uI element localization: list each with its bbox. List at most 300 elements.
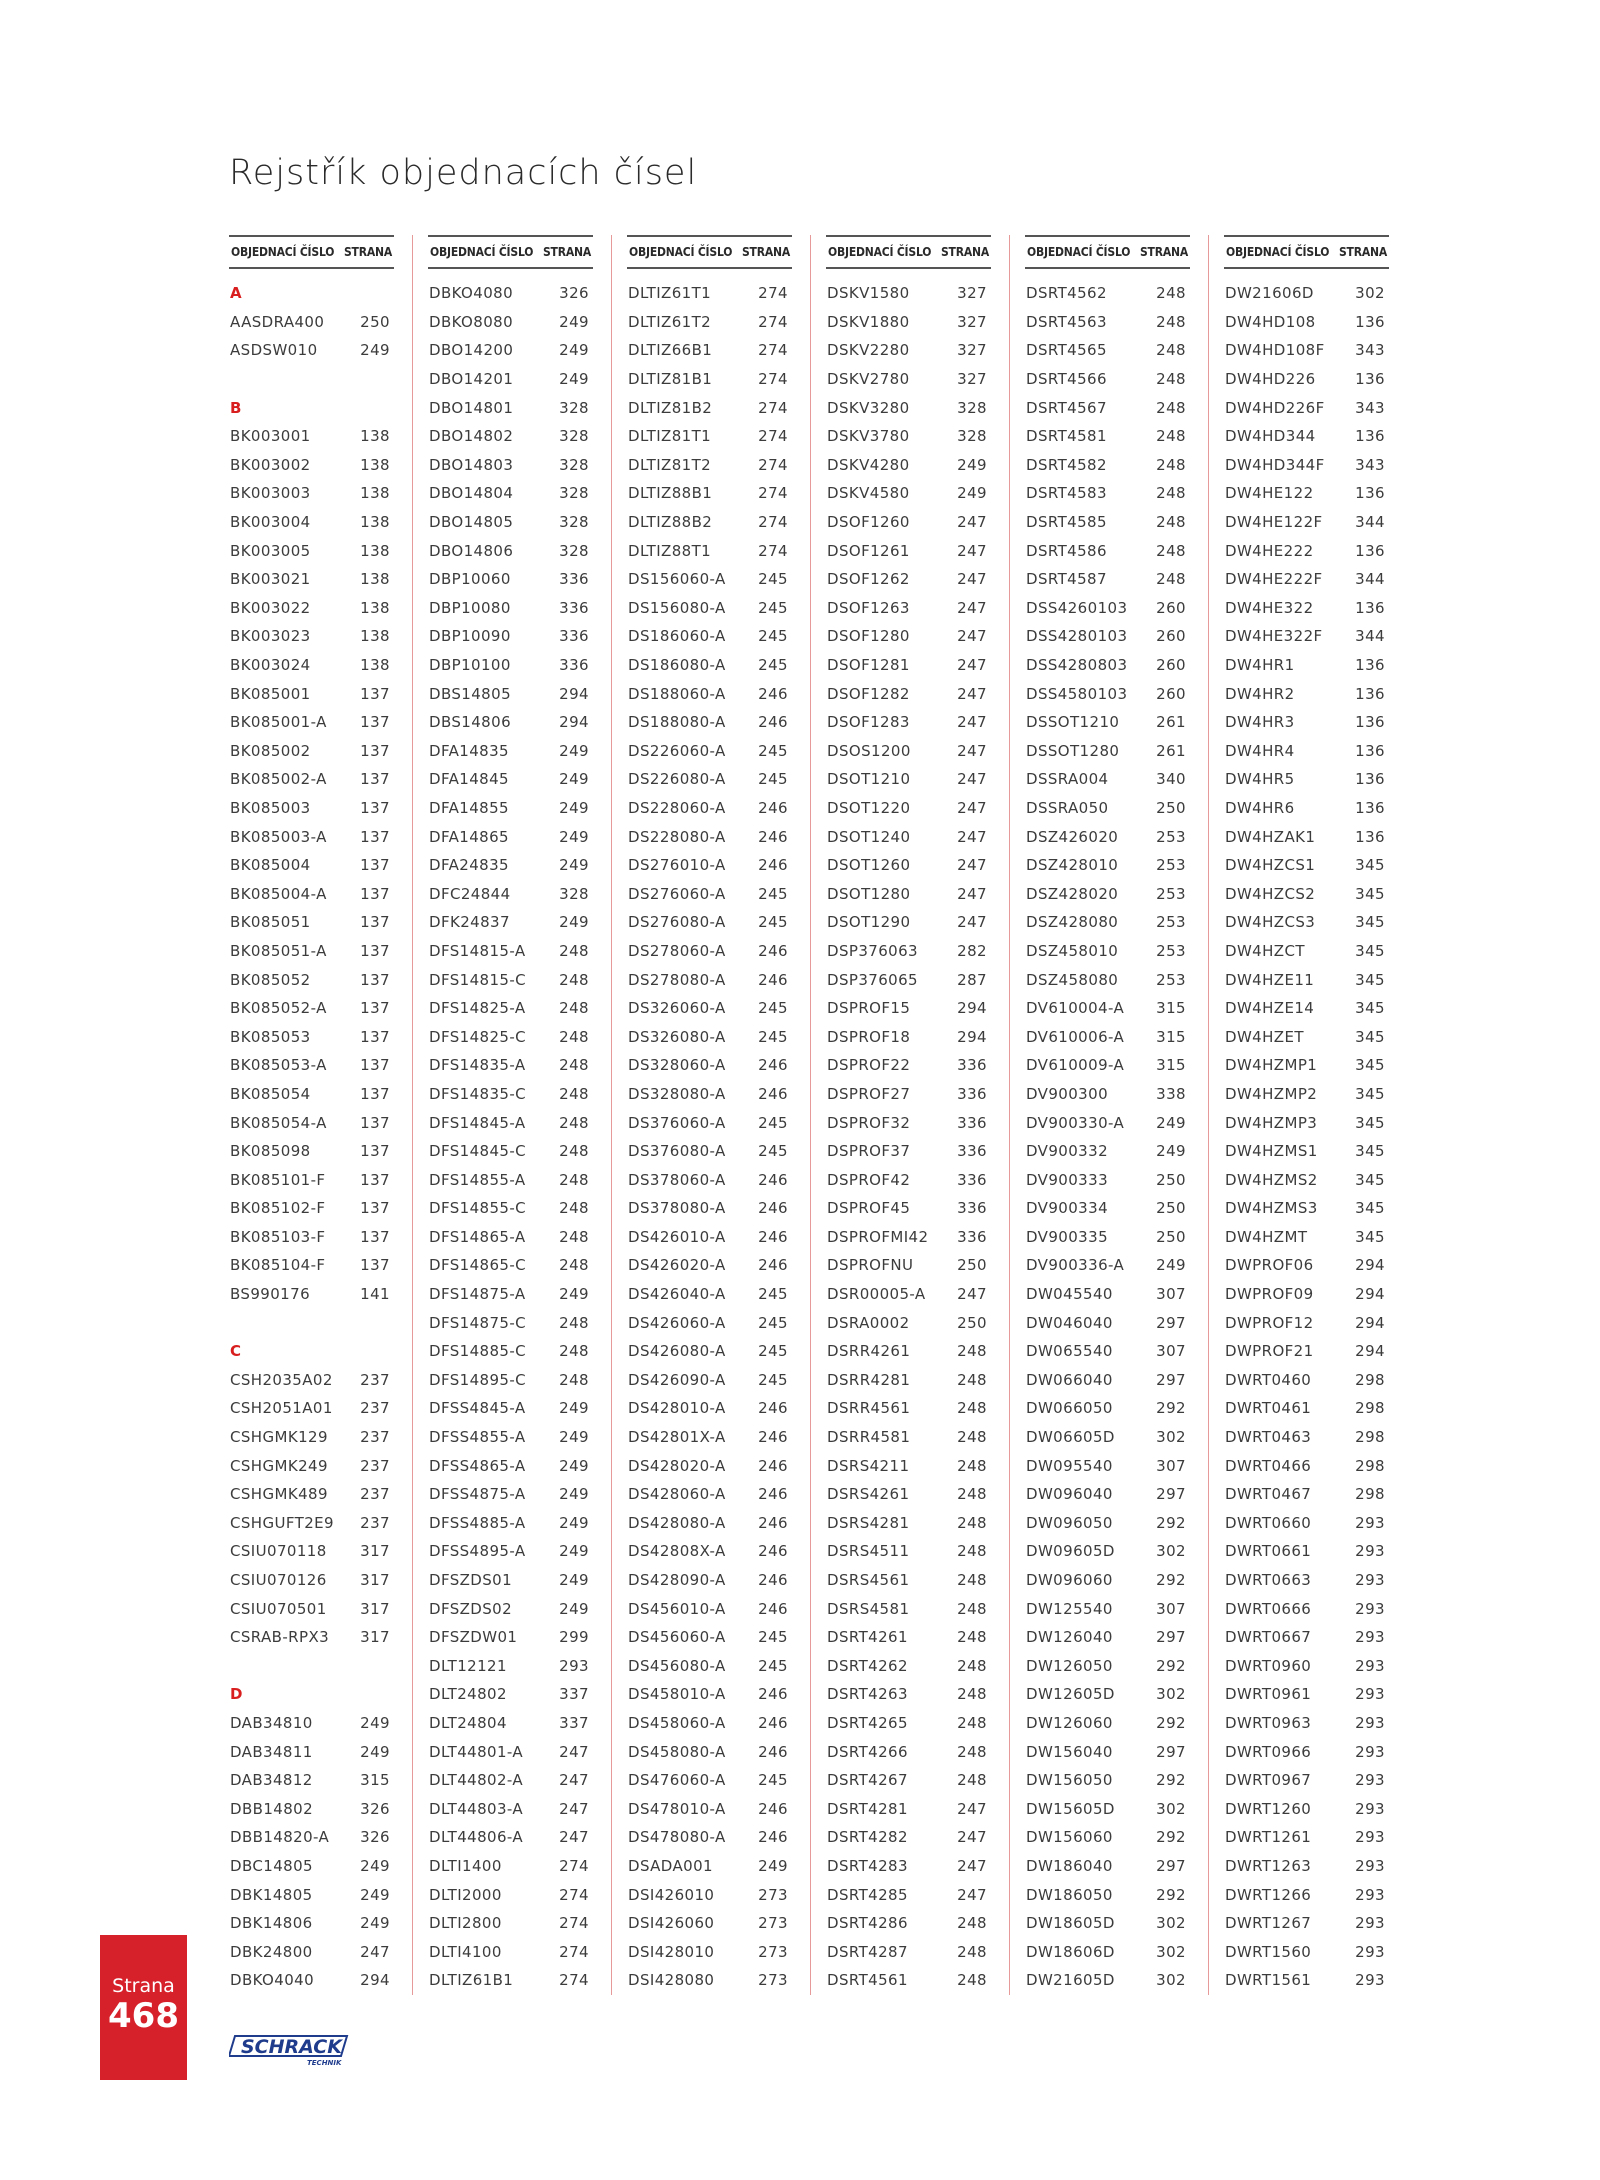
page-ref: 292 bbox=[1156, 1713, 1186, 1732]
index-entry bbox=[1224, 822, 1389, 851]
page-ref: 249 bbox=[360, 341, 390, 360]
page-ref: 246 bbox=[758, 1170, 788, 1189]
page-ref: 328 bbox=[559, 484, 589, 503]
order-number: DSKV3780 bbox=[827, 427, 910, 446]
index-entry bbox=[1025, 1623, 1190, 1652]
page-ref: 247 bbox=[957, 884, 987, 903]
index-entry bbox=[1025, 279, 1190, 308]
order-number: DSOT1210 bbox=[827, 770, 911, 789]
order-number: DBO14200 bbox=[429, 341, 514, 360]
order-number: DSOT1280 bbox=[827, 884, 911, 903]
page-ref: 292 bbox=[1156, 1885, 1186, 1904]
page-ref: 328 bbox=[559, 513, 589, 532]
page-ref: 249 bbox=[559, 1599, 589, 1618]
order-number: DSZ428020 bbox=[1026, 884, 1119, 903]
page-ref: 345 bbox=[1355, 884, 1385, 903]
index-entry bbox=[1025, 1480, 1190, 1509]
index-entry bbox=[1224, 365, 1389, 394]
page-ref: 293 bbox=[1355, 1599, 1385, 1618]
order-number: DSOS1200 bbox=[827, 741, 911, 760]
order-number: DS186060-A bbox=[628, 627, 726, 646]
page-ref: 302 bbox=[1156, 1942, 1186, 1961]
index-entry bbox=[1224, 536, 1389, 565]
index-entry bbox=[229, 765, 394, 794]
index-entry bbox=[627, 765, 792, 794]
column-body bbox=[627, 279, 792, 1995]
page-ref: 298 bbox=[1355, 1370, 1385, 1389]
page-ref: 328 bbox=[559, 427, 589, 446]
index-entry bbox=[826, 1823, 991, 1852]
order-number: DSPROF42 bbox=[827, 1170, 911, 1189]
order-number: DSRT4582 bbox=[1026, 455, 1107, 474]
index-entry bbox=[627, 937, 792, 966]
order-number: DS328060-A bbox=[628, 1056, 726, 1075]
page-ref: 137 bbox=[360, 1027, 390, 1046]
order-number: DW4HZCS3 bbox=[1225, 913, 1316, 932]
order-number: DW126050 bbox=[1026, 1656, 1113, 1675]
page-ref: 345 bbox=[1355, 1084, 1385, 1103]
page-ref: 237 bbox=[360, 1485, 390, 1504]
order-number: DW4HR2 bbox=[1225, 684, 1295, 703]
index-column bbox=[428, 235, 593, 1995]
index-entry bbox=[1025, 1308, 1190, 1337]
page-ref: 344 bbox=[1355, 513, 1385, 532]
index-entry bbox=[428, 393, 593, 422]
page-ref: 246 bbox=[758, 1742, 788, 1761]
order-number: DSOF1261 bbox=[827, 541, 910, 560]
page-ref: 248 bbox=[559, 1170, 589, 1189]
page-ref: 248 bbox=[957, 1542, 987, 1561]
index-entry bbox=[826, 279, 991, 308]
column-header bbox=[826, 235, 991, 269]
order-number: DFS14885-C bbox=[429, 1342, 527, 1361]
page-ref: 345 bbox=[1355, 1227, 1385, 1246]
index-entry bbox=[1025, 1366, 1190, 1395]
order-number: CSH2035A02 bbox=[230, 1370, 333, 1389]
order-number: DW4HZE14 bbox=[1225, 999, 1315, 1018]
order-number: BK003022 bbox=[230, 598, 311, 617]
order-number: DW126040 bbox=[1026, 1628, 1113, 1647]
page-ref: 274 bbox=[758, 370, 788, 389]
index-entry bbox=[428, 1594, 593, 1623]
index-entry bbox=[229, 1909, 394, 1938]
page-ref: 246 bbox=[758, 941, 788, 960]
index-entry bbox=[1025, 708, 1190, 737]
index-entry bbox=[1224, 994, 1389, 1023]
index-entry bbox=[1224, 1594, 1389, 1623]
page-ref: 138 bbox=[360, 455, 390, 474]
index-entry bbox=[229, 1480, 394, 1509]
order-number: DSPROF45 bbox=[827, 1199, 911, 1218]
page-ref: 137 bbox=[360, 1056, 390, 1075]
order-number: DFS14825-C bbox=[429, 1027, 527, 1046]
page-ref: 247 bbox=[957, 1856, 987, 1875]
column-body bbox=[229, 279, 394, 1995]
index-entry bbox=[1025, 851, 1190, 880]
order-number: DW4HZAK1 bbox=[1225, 827, 1316, 846]
column-header bbox=[1025, 235, 1190, 269]
order-number: DFK24837 bbox=[429, 913, 510, 932]
page-ref: 245 bbox=[758, 1656, 788, 1675]
index-entry bbox=[627, 479, 792, 508]
page-ref: 249 bbox=[360, 1914, 390, 1933]
page-ref: 294 bbox=[1355, 1256, 1385, 1275]
column-body bbox=[1224, 279, 1389, 1995]
page-ref: 249 bbox=[559, 312, 589, 331]
index-entry bbox=[627, 1794, 792, 1823]
page-ref: 250 bbox=[957, 1313, 987, 1332]
index-entry bbox=[1224, 1308, 1389, 1337]
order-number: DFA14835 bbox=[429, 741, 509, 760]
index-entry bbox=[229, 651, 394, 680]
index-entry bbox=[1025, 1852, 1190, 1881]
page-ref: 137 bbox=[360, 713, 390, 732]
order-number: DSRT4587 bbox=[1026, 570, 1107, 589]
page-ref: 294 bbox=[957, 999, 987, 1018]
index-entry bbox=[428, 908, 593, 937]
order-number: DFS14845-A bbox=[429, 1113, 526, 1132]
index-entry bbox=[627, 879, 792, 908]
page-ref: 248 bbox=[957, 1914, 987, 1933]
page-ref: 137 bbox=[360, 1113, 390, 1132]
index-entry bbox=[627, 1509, 792, 1538]
order-number: DWRT0663 bbox=[1225, 1571, 1312, 1590]
order-number: DWRT0966 bbox=[1225, 1742, 1312, 1761]
order-number: DSKV2280 bbox=[827, 341, 910, 360]
page-ref: 138 bbox=[360, 627, 390, 646]
order-number: DFC24844 bbox=[429, 884, 511, 903]
order-number: BK085002-A bbox=[230, 770, 327, 789]
order-number: BK085054 bbox=[230, 1084, 311, 1103]
order-number: BS990176 bbox=[230, 1285, 311, 1304]
page-ref: 293 bbox=[1355, 1914, 1385, 1933]
index-column bbox=[627, 235, 792, 1995]
order-number: DWRT1266 bbox=[1225, 1885, 1312, 1904]
order-number: DWPROF09 bbox=[1225, 1285, 1314, 1304]
page-ref: 137 bbox=[360, 970, 390, 989]
page-ref: 246 bbox=[758, 798, 788, 817]
order-number: BK085003-A bbox=[230, 827, 327, 846]
page-ref: 248 bbox=[559, 1313, 589, 1332]
page-ref: 253 bbox=[1156, 941, 1186, 960]
index-entry bbox=[826, 1623, 991, 1652]
page-ref: 247 bbox=[559, 1799, 589, 1818]
order-number: DSS4260103 bbox=[1026, 598, 1128, 617]
page-ref: 237 bbox=[360, 1513, 390, 1532]
page-ref: 261 bbox=[1156, 741, 1186, 760]
page-ref: 138 bbox=[360, 513, 390, 532]
page-ref: 137 bbox=[360, 913, 390, 932]
index-entry bbox=[428, 708, 593, 737]
order-number: DBP10100 bbox=[429, 656, 511, 675]
index-entry bbox=[627, 737, 792, 766]
index-entry bbox=[627, 1423, 792, 1452]
page-ref: 136 bbox=[1355, 370, 1385, 389]
index-entry bbox=[428, 279, 593, 308]
index-entry bbox=[428, 651, 593, 680]
index-entry bbox=[428, 1966, 593, 1995]
order-number: DFA14855 bbox=[429, 798, 509, 817]
page-ref: 248 bbox=[957, 1599, 987, 1618]
order-number: DS188060-A bbox=[628, 684, 726, 703]
index-entry bbox=[826, 1194, 991, 1223]
order-number: DSPROF18 bbox=[827, 1027, 911, 1046]
index-entry bbox=[428, 1251, 593, 1280]
order-number: DSKV1880 bbox=[827, 312, 910, 331]
schrack-logo bbox=[229, 2030, 349, 2074]
order-number: DFSS4855-A bbox=[429, 1428, 526, 1447]
order-number: DW4HZMT bbox=[1225, 1227, 1308, 1246]
order-number: DSKV4580 bbox=[827, 484, 910, 503]
page-ref: 250 bbox=[957, 1256, 987, 1275]
page-ref: 328 bbox=[559, 541, 589, 560]
page-ref: 245 bbox=[758, 1285, 788, 1304]
order-number: DLTIZ88B2 bbox=[628, 513, 713, 532]
page-ref: 294 bbox=[1355, 1313, 1385, 1332]
index-entry bbox=[1224, 1652, 1389, 1681]
page-ref: 293 bbox=[1355, 1628, 1385, 1647]
order-number: DBP10080 bbox=[429, 598, 511, 617]
order-number: DV900334 bbox=[1026, 1199, 1109, 1218]
order-number: DFS14815-C bbox=[429, 970, 527, 989]
order-number: DFSS4845-A bbox=[429, 1399, 526, 1418]
order-number: DSRT4581 bbox=[1026, 427, 1107, 446]
index-entry bbox=[229, 994, 394, 1023]
order-number: DBK14805 bbox=[230, 1885, 313, 1904]
order-number: DW4HD108F bbox=[1225, 341, 1325, 360]
index-entry bbox=[1025, 1394, 1190, 1423]
page-ref: 297 bbox=[1156, 1742, 1186, 1761]
order-number: DSRA0002 bbox=[827, 1313, 910, 1332]
page-ref: 302 bbox=[1156, 1971, 1186, 1990]
index-entry bbox=[826, 1394, 991, 1423]
index-entry bbox=[1224, 622, 1389, 651]
index-entry bbox=[229, 937, 394, 966]
index-entry bbox=[826, 536, 991, 565]
page-ref: 248 bbox=[559, 1142, 589, 1161]
index-entry bbox=[428, 1451, 593, 1480]
index-entry bbox=[229, 479, 394, 508]
order-number: DW095540 bbox=[1026, 1456, 1113, 1475]
index-entry bbox=[229, 879, 394, 908]
order-number: DSRT4265 bbox=[827, 1713, 908, 1732]
page-ref: 248 bbox=[1156, 455, 1186, 474]
index-entry bbox=[826, 1937, 991, 1966]
page-ref: 336 bbox=[957, 1056, 987, 1075]
index-entry bbox=[1224, 965, 1389, 994]
page-ref: 302 bbox=[1156, 1799, 1186, 1818]
page-ref: 253 bbox=[1156, 970, 1186, 989]
page-ref: 237 bbox=[360, 1456, 390, 1475]
index-entry bbox=[1025, 622, 1190, 651]
order-number: DV900330-A bbox=[1026, 1113, 1125, 1132]
index-entry bbox=[627, 1451, 792, 1480]
page-ref: 246 bbox=[758, 970, 788, 989]
header-page-label: STRANA bbox=[741, 245, 790, 259]
page-ref: 249 bbox=[559, 1285, 589, 1304]
page-ref: 317 bbox=[360, 1571, 390, 1590]
index-entry bbox=[1224, 594, 1389, 623]
index-entry bbox=[1224, 1022, 1389, 1051]
index-entry bbox=[1025, 679, 1190, 708]
order-number: DWRT0963 bbox=[1225, 1713, 1312, 1732]
index-entry bbox=[229, 679, 394, 708]
index-entry bbox=[627, 1623, 792, 1652]
index-entry bbox=[229, 1451, 394, 1480]
index-entry bbox=[826, 765, 991, 794]
index-entry bbox=[229, 851, 394, 880]
page-ref: 345 bbox=[1355, 999, 1385, 1018]
order-number: DBKO8080 bbox=[429, 312, 514, 331]
index-entry bbox=[627, 1080, 792, 1109]
order-number: BK085104-F bbox=[230, 1256, 326, 1275]
page-ref: 246 bbox=[758, 1828, 788, 1847]
index-entry bbox=[826, 1051, 991, 1080]
page-ref: 245 bbox=[758, 1313, 788, 1332]
header-code-label: OBJEDNACÍ ČÍSLO bbox=[231, 245, 335, 259]
order-number: DW06605D bbox=[1026, 1428, 1115, 1447]
index-entry bbox=[1224, 422, 1389, 451]
index-entry bbox=[1025, 1051, 1190, 1080]
order-number: DSRT4266 bbox=[827, 1742, 908, 1761]
page-ref: 273 bbox=[758, 1914, 788, 1933]
index-entry bbox=[428, 1051, 593, 1080]
index-entry bbox=[826, 1366, 991, 1395]
order-number: DV900335 bbox=[1026, 1227, 1109, 1246]
index-entry bbox=[229, 1709, 394, 1738]
page-ref: 249 bbox=[559, 1456, 589, 1475]
index-entry bbox=[627, 908, 792, 937]
page-ref: 249 bbox=[957, 484, 987, 503]
order-number: DW186040 bbox=[1026, 1856, 1113, 1875]
order-number: CSHGMK249 bbox=[230, 1456, 328, 1475]
page-ref: 246 bbox=[758, 1685, 788, 1704]
index-entry bbox=[1025, 1823, 1190, 1852]
index-entry bbox=[229, 1165, 394, 1194]
order-number: DW4HR6 bbox=[1225, 798, 1295, 817]
index-entry bbox=[1224, 1680, 1389, 1709]
page-ref: 247 bbox=[957, 827, 987, 846]
order-number: DS428020-A bbox=[628, 1456, 726, 1475]
page-ref: 246 bbox=[758, 1513, 788, 1532]
page-ref: 247 bbox=[957, 713, 987, 732]
order-number: DBKO4080 bbox=[429, 284, 514, 303]
index-entry bbox=[627, 1194, 792, 1223]
order-number: BK085051 bbox=[230, 913, 311, 932]
page-ref: 292 bbox=[1156, 1771, 1186, 1790]
order-number: DS278080-A bbox=[628, 970, 726, 989]
index-entry bbox=[627, 1566, 792, 1595]
order-number: DS228080-A bbox=[628, 827, 726, 846]
order-number: DSRS4561 bbox=[827, 1571, 910, 1590]
index-entry bbox=[627, 1480, 792, 1509]
page-ref: 248 bbox=[559, 1084, 589, 1103]
index-entry bbox=[1025, 365, 1190, 394]
order-number: BK085103-F bbox=[230, 1227, 326, 1246]
order-number: DSRR4561 bbox=[827, 1399, 911, 1418]
index-entry bbox=[627, 679, 792, 708]
index-entry bbox=[229, 422, 394, 451]
column-header bbox=[428, 235, 593, 269]
index-entry bbox=[627, 1165, 792, 1194]
order-number: DW096060 bbox=[1026, 1571, 1113, 1590]
page-ref: 245 bbox=[758, 656, 788, 675]
index-entry bbox=[1224, 1909, 1389, 1938]
index-entry bbox=[428, 1194, 593, 1223]
index-entry bbox=[1025, 1537, 1190, 1566]
page-ref: 328 bbox=[559, 398, 589, 417]
page-ref: 247 bbox=[559, 1771, 589, 1790]
page-ref: 138 bbox=[360, 598, 390, 617]
index-entry bbox=[1224, 336, 1389, 365]
order-number: DBP10090 bbox=[429, 627, 511, 646]
order-number: DSRS4581 bbox=[827, 1599, 910, 1618]
order-number: DBO14804 bbox=[429, 484, 514, 503]
index-entry bbox=[428, 1709, 593, 1738]
index-entry bbox=[428, 1366, 593, 1395]
page-ref: 137 bbox=[360, 999, 390, 1018]
page-ref: 274 bbox=[758, 341, 788, 360]
index-entry bbox=[826, 1165, 991, 1194]
header-page-label: STRANA bbox=[542, 245, 591, 259]
index-entry bbox=[826, 1594, 991, 1623]
page-ref: 245 bbox=[758, 1628, 788, 1647]
order-number: DW096050 bbox=[1026, 1513, 1113, 1532]
order-number: DLTI2000 bbox=[429, 1885, 502, 1904]
index-entry bbox=[1224, 565, 1389, 594]
order-number: DWRT0667 bbox=[1225, 1628, 1312, 1647]
order-number: DS428060-A bbox=[628, 1485, 726, 1504]
page-ref: 249 bbox=[559, 1485, 589, 1504]
index-entry bbox=[1224, 279, 1389, 308]
index-entry bbox=[1224, 1194, 1389, 1223]
page-ref: 248 bbox=[1156, 484, 1186, 503]
order-number: DBS14805 bbox=[429, 684, 512, 703]
index-entry bbox=[627, 536, 792, 565]
index-entry bbox=[229, 1852, 394, 1881]
page-ref: 248 bbox=[957, 1399, 987, 1418]
spacer-row bbox=[229, 1652, 394, 1681]
order-number: DS326060-A bbox=[628, 999, 726, 1018]
order-number: DSRT4566 bbox=[1026, 370, 1107, 389]
index-entry bbox=[428, 1022, 593, 1051]
index-entry bbox=[428, 822, 593, 851]
order-number: DFA14845 bbox=[429, 770, 509, 789]
page-ref: 317 bbox=[360, 1599, 390, 1618]
page-ref: 345 bbox=[1355, 970, 1385, 989]
page-ref: 137 bbox=[360, 798, 390, 817]
order-number: DS156080-A bbox=[628, 598, 726, 617]
order-number: DSOF1263 bbox=[827, 598, 910, 617]
order-number: CSH2051A01 bbox=[230, 1399, 333, 1418]
index-entry bbox=[1224, 1852, 1389, 1881]
index-entry bbox=[627, 1880, 792, 1909]
index-entry bbox=[229, 908, 394, 937]
index-entry bbox=[428, 679, 593, 708]
order-number: DS376080-A bbox=[628, 1142, 726, 1161]
page-ref: 274 bbox=[758, 398, 788, 417]
order-number: DS228060-A bbox=[628, 798, 726, 817]
order-number: DLTIZ61T1 bbox=[628, 284, 712, 303]
page-tab bbox=[100, 1935, 187, 2080]
page-ref: 137 bbox=[360, 1227, 390, 1246]
order-number: DSOT1290 bbox=[827, 913, 911, 932]
order-number: DLTI4100 bbox=[429, 1942, 502, 1961]
page-ref: 249 bbox=[559, 798, 589, 817]
page-ref: 248 bbox=[1156, 341, 1186, 360]
order-number: CSHGUFT2E9 bbox=[230, 1513, 334, 1532]
page-ref: 248 bbox=[957, 1456, 987, 1475]
